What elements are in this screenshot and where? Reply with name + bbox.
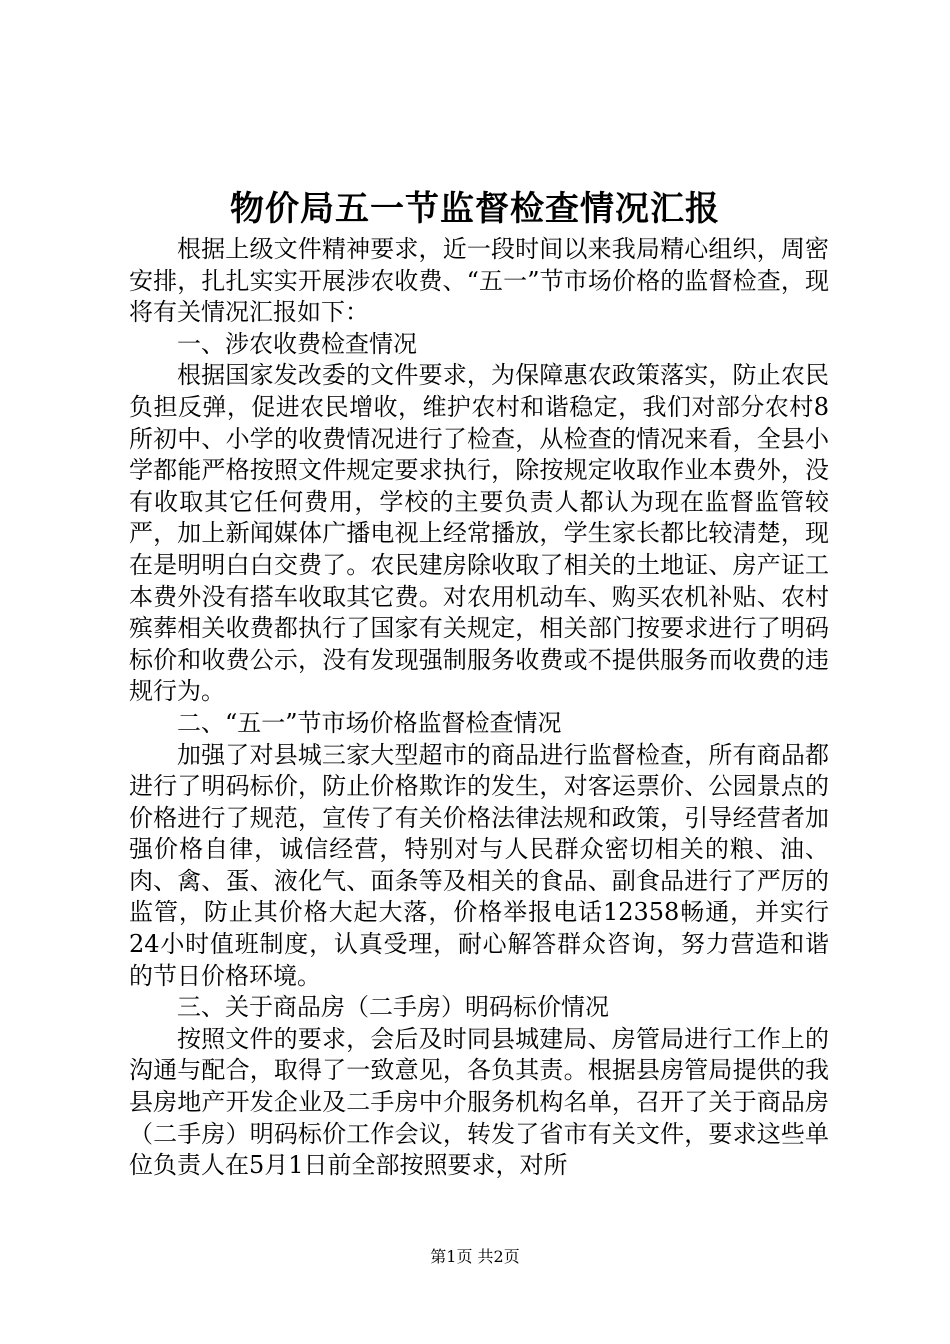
- section-2-paragraph: 加强了对县城三家大型超市的商品进行监督检查，所有商品都进行了明码标价，防止价格欺诈的发生，对客运票价、公园景点的价格进行了规范，宣传了有关价格法律法规和政策，引导经营者加强价格自律，诚信经营，特别对与人民群众密切相关的粮、油、肉、禽、蛋、液化气、面条等及相关的食品、副食品进行了严厉的监管，防止其价格大起大落，价格举报电话12358畅通，并实行24小时值班制度，认真受理，耐心解答群众咨询，努力营造和谐的节日价格环境。: [129, 740, 829, 990]
- section-1-paragraph: 根据国家发改委的文件要求，为保障惠农政策落实，防止农民负担反弹，促进农民增收，维护农村和谐稳定，我们对部分农村8所初中、小学的收费情况进行了检查，从检查的情况来看，全县小学都能严格按照文件规定要求执行，除按规定收取作业本费外，没有收取其它任何费用，学校的主要负责人都认为现在监督监管较严，加上新闻媒体广播电视上经常播放，学生家长都比较清楚，现在是明明白白交费了。农民建房除收取了相关的土地证、房产证工本费外没有搭车收取其它费。对农用机动车、购买农机补贴、农村殡葬相关收费都执行了国家有关规定，相关部门按要求进行了明码标价和收费公示，没有发现强制服务收费或不提供服务而收费的违规行为。: [129, 361, 829, 706]
- section-heading-2: 二、“五一”节市场价格监督检查情况: [177, 708, 562, 737]
- document-title: 物价局五一节监督检查情况汇报: [230, 189, 720, 229]
- page-number-footer: 第1页 共2页: [430, 1247, 520, 1266]
- intro-paragraph: 根据上级文件精神要求，近一段时间以来我局精心组织，周密安排，扎扎实实开展涉农收费、“五一”节市场价格的监督检查，现将有关情况汇报如下：: [129, 235, 829, 327]
- section-3-paragraph: 按照文件的要求，会后及时同县城建局、房管局进行工作上的沟通与配合，取得了一致意见，各负其责。根据县房管局提供的我县房地产开发企业及二手房中介服务机构名单，召开了关于商品房（二手房）明码标价工作会议，转发了省市有关文件，要求这些单位负责人在5月1日前全部按照要求，对所: [129, 1024, 829, 1180]
- section-heading-1: 一、涉农收费检查情况: [177, 329, 417, 358]
- section-heading-3: 三、关于商品房（二手房）明码标价情况: [177, 993, 609, 1022]
- document-body: [129, 234, 829, 1182]
